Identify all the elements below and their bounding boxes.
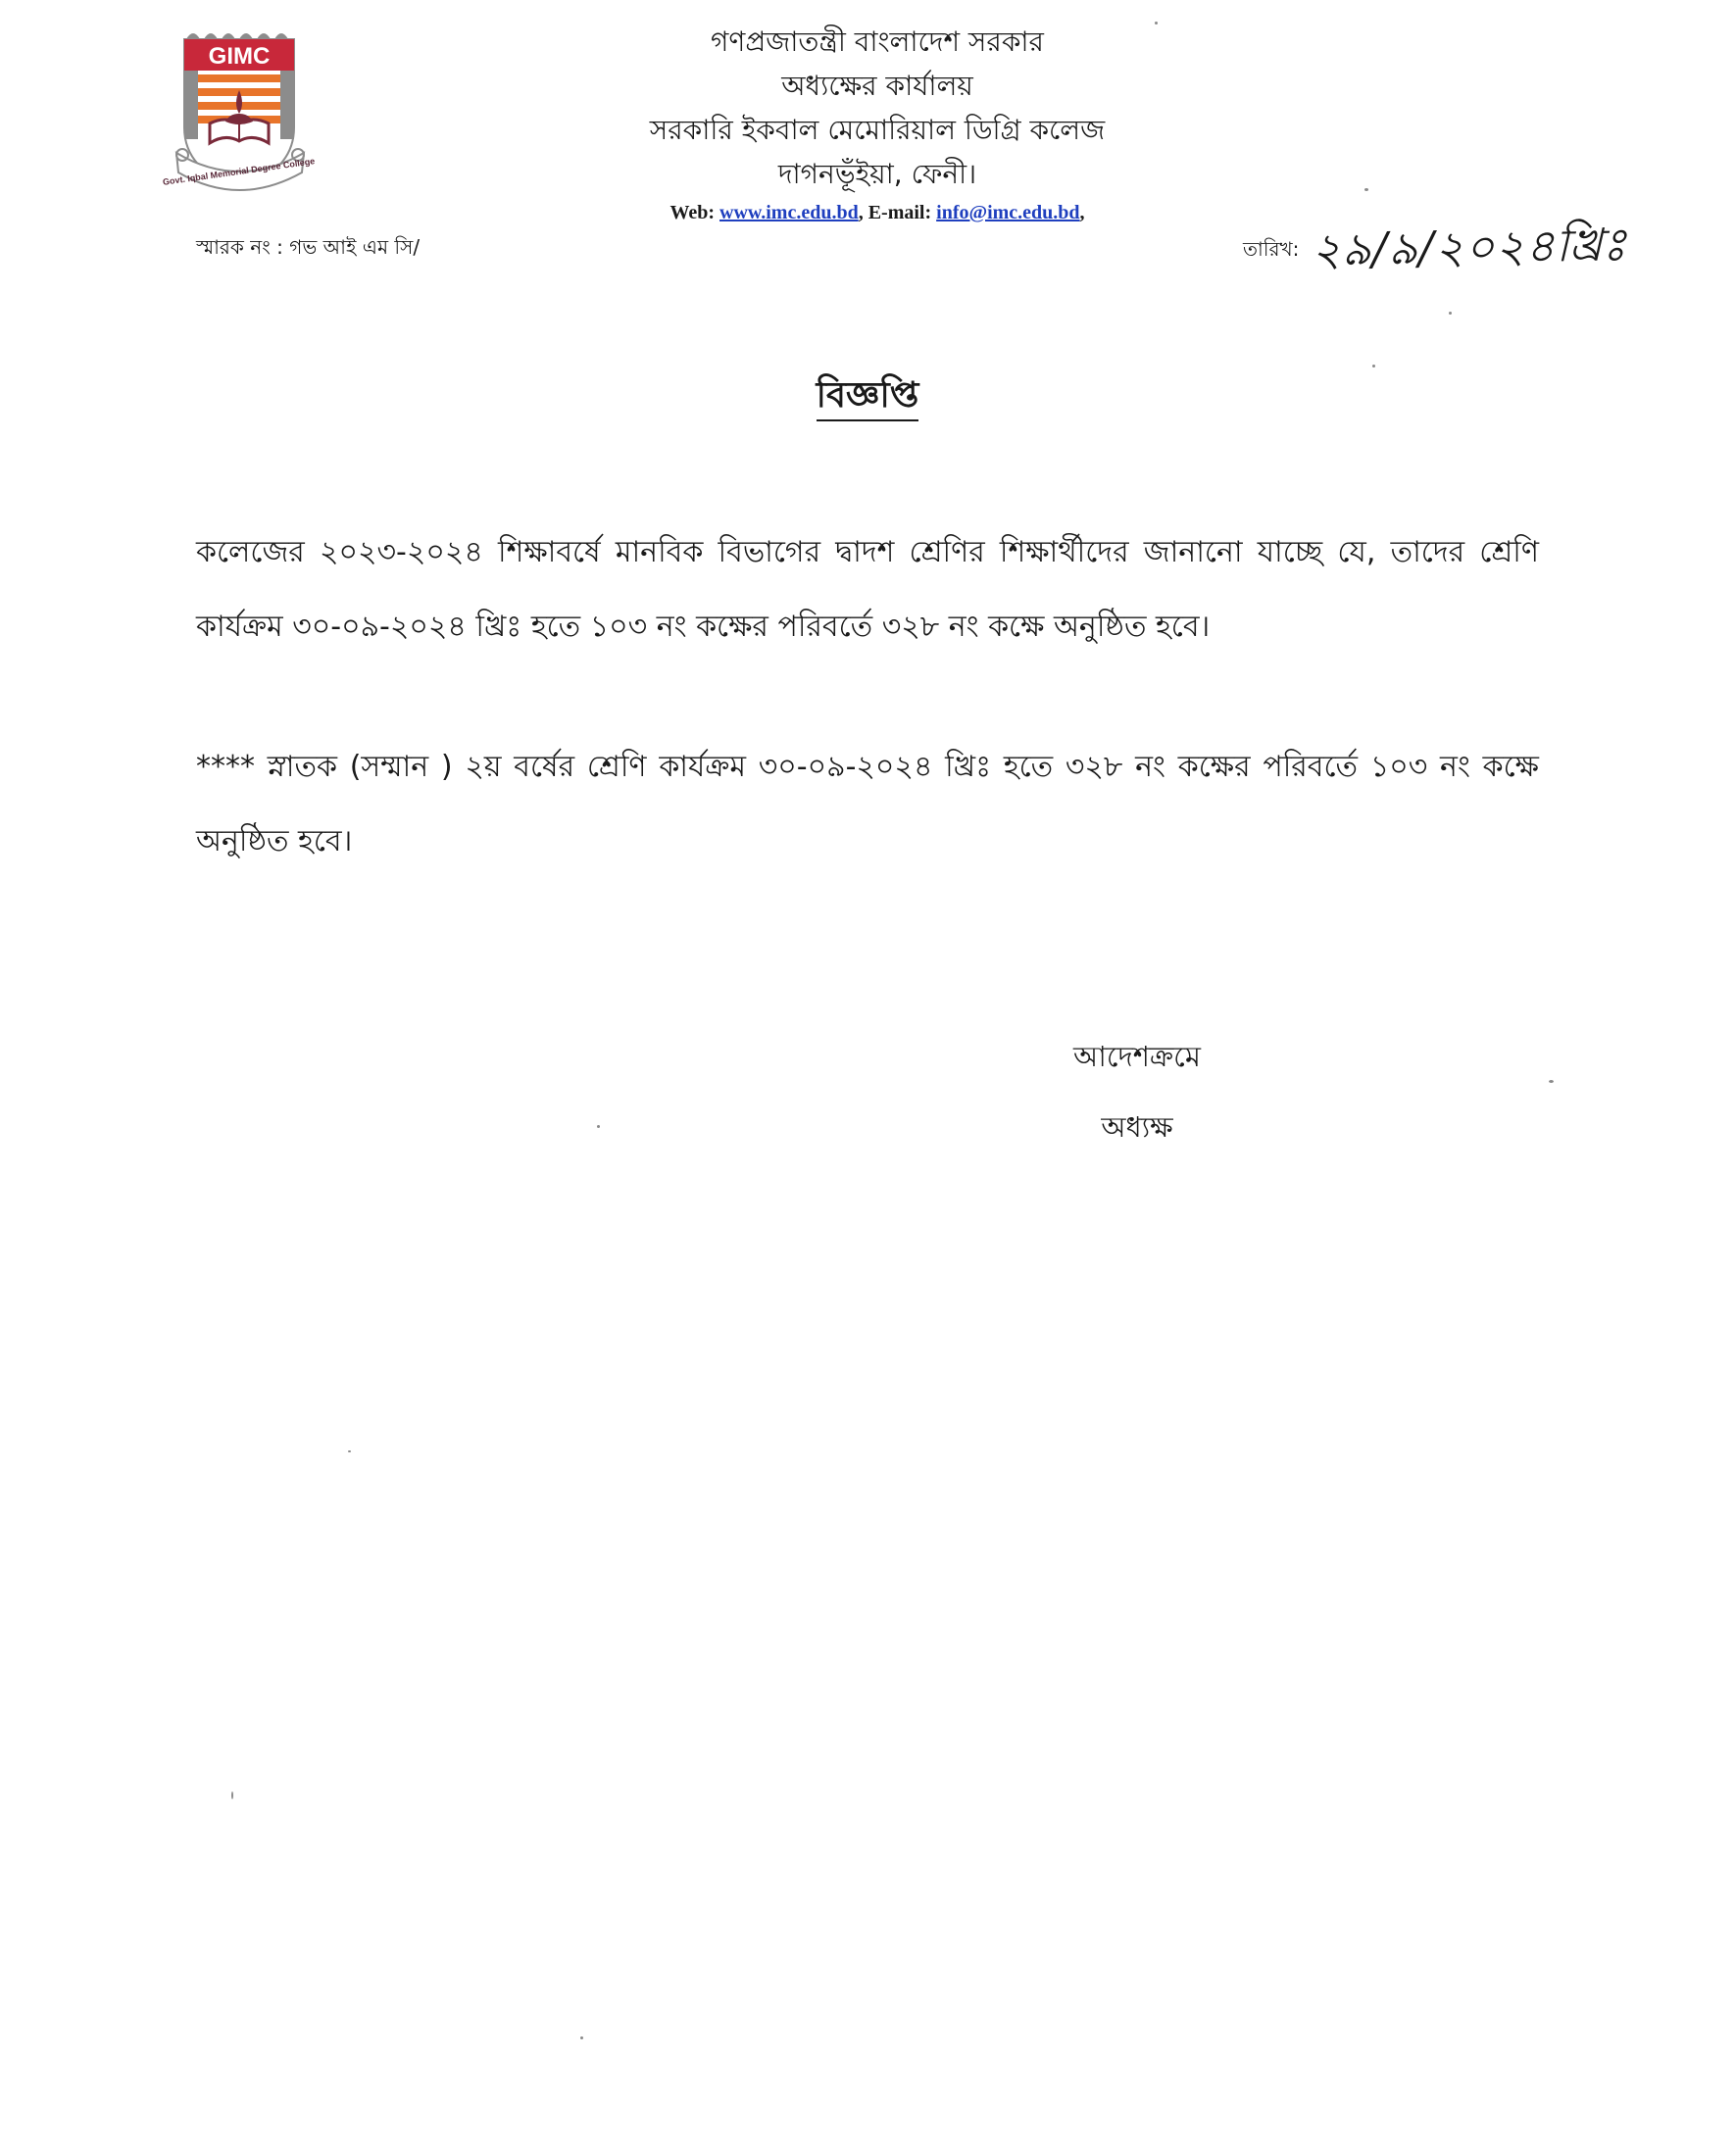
website-link[interactable]: www.imc.edu.bd [719, 202, 859, 223]
letterhead [490, 20, 1264, 227]
scan-speck [231, 1791, 233, 1799]
signature-by-order: আদেশক্রমে [1073, 1040, 1201, 1073]
letterhead-contact [490, 198, 1264, 227]
logo-ribbon-text: Govt. Iqbal Memorial Degree College [162, 156, 316, 187]
notice-paragraph-1: কলেজের ২০২৩-২০২৪ শিক্ষাবর্ষে মানবিক বিভাগের দ্বাদশ শ্রেণির শিক্ষার্থীদের জানানো যাচ্ছে যে, তাদের শ্রেণি কার্যক্রম ৩০-০৯-২০২৪ খ্রিঃ হতে ১০৩ নং কক্ষের পরিবর্তে ৩২৮ নং কক্ষে অনুষ্ঠিত হবে। [196, 535, 1539, 644]
notice-paragraph-2: **** স্নাতক (সম্মান ) ২য় বর্ষের শ্রেণি কার্যক্রম ৩০-০৯-২০২৪ খ্রিঃ হতে ৩২৮ নং কক্ষের পরিবর্তে ১০৩ নং কক্ষে অনুষ্ঠিত হবে। [196, 750, 1539, 858]
scan-speck [597, 1125, 600, 1128]
notice-title-text: বিজ্ঞপ্তি [817, 375, 919, 421]
memo-number: স্মারক নং : গভ আই এম সি/ [196, 235, 421, 259]
scan-speck [1372, 365, 1375, 368]
letterhead-government: গণপ্রজাতন্ত্রী বাংলাদেশ সরকার [711, 25, 1044, 58]
scan-speck [348, 1450, 351, 1452]
letterhead-college-name: সরকারি ইকবাল মেমোরিয়াল ডিগ্রি কলেজ [649, 114, 1106, 146]
signature-principal: অধ্যক্ষ [1101, 1110, 1173, 1144]
contact-separator: , [858, 202, 864, 223]
scan-speck [1449, 312, 1452, 315]
letterhead-office: অধ্যক্ষের কার্যালয় [781, 70, 973, 102]
web-label: Web: [669, 202, 715, 223]
date-label: তারিখ: [1243, 237, 1300, 261]
scan-speck [1155, 22, 1158, 24]
scan-speck [1549, 1080, 1554, 1083]
scan-speck [1364, 188, 1368, 191]
college-emblem-icon [162, 25, 316, 198]
contact-end: , [1079, 202, 1085, 223]
handwritten-date: ২৯/৯/২০২৪খ্রিঃ [1311, 218, 1628, 276]
email-label: E-mail: [868, 202, 932, 223]
logo-initials: GIMC [208, 43, 271, 70]
letterhead-address: দাগনভূঁইয়া, ফেনী। [777, 158, 977, 190]
notice-title [0, 368, 1735, 427]
scan-speck [580, 2036, 583, 2039]
email-link[interactable]: info@imc.edu.bd [936, 202, 1080, 223]
